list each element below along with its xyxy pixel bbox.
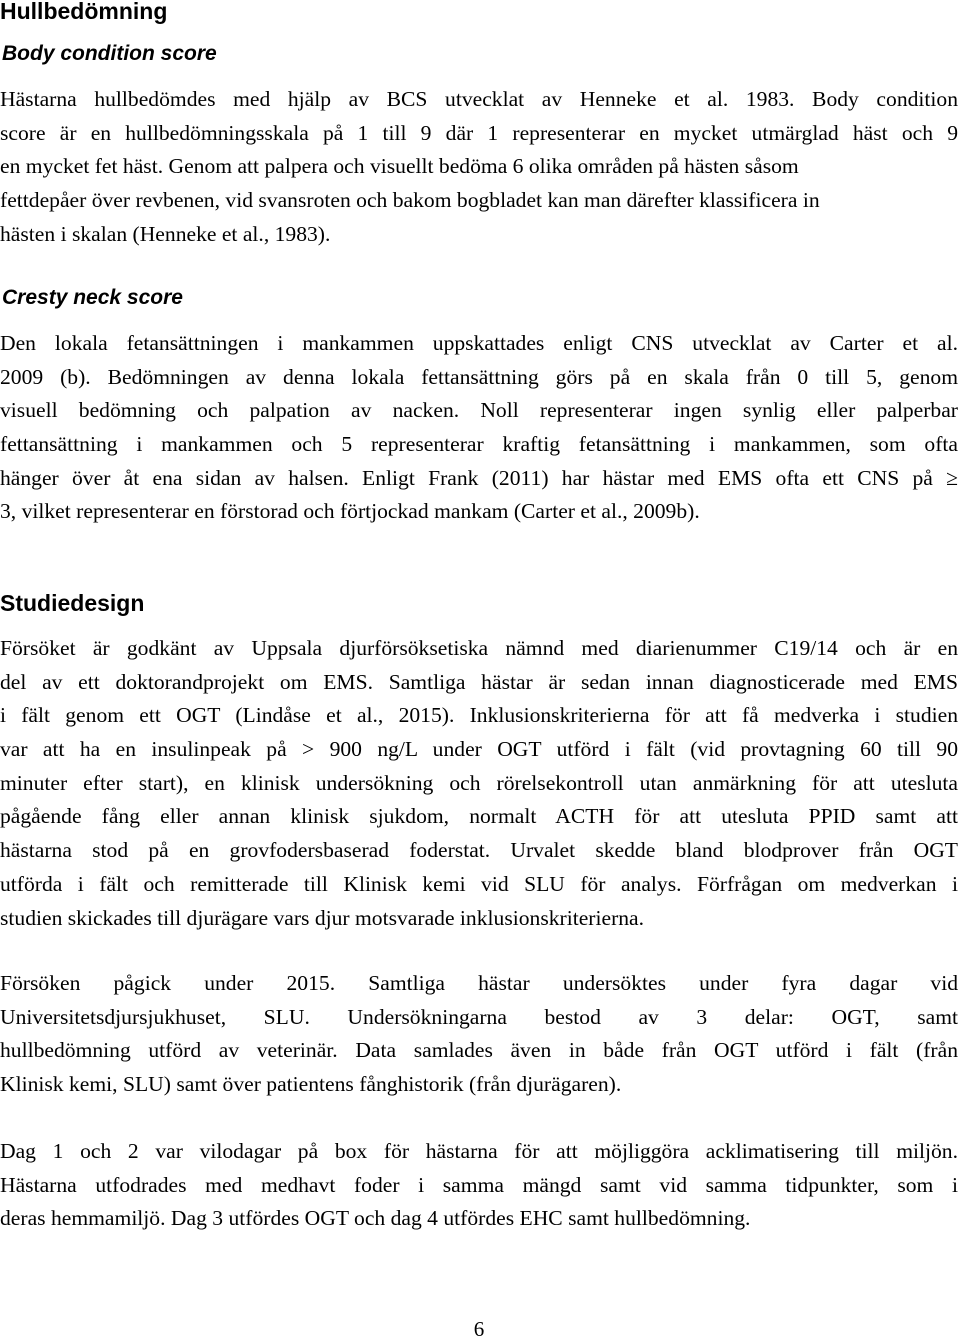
text-line: hästen i skalan (Henneke et al., 1983). [0, 221, 331, 246]
text-line: hästarna stod på en grovfodersbaserad foderstat. Urvalet skedde bland blodprover från OGT [0, 838, 958, 863]
text-line: en mycket fet häst. Genom att palpera och visuellt bedöma 6 olika områden på hästen såsom [0, 154, 799, 179]
text-line: studien skickades till djurägare vars djur motsvarade inklusionskriterierna. [0, 905, 645, 930]
text-line: minuter efter start), en klinisk undersökning och rörelsekontroll utan anmärkning för att utesluta [0, 770, 958, 795]
text-line: hullbedömning utförd av veterinär. Data samlades även in både från OGT utförd i fält (från [0, 1038, 958, 1063]
paragraph-cresty-neck [0, 327, 958, 529]
page-number: 6 [473, 1317, 485, 1341]
text-line: 2009 (b). Bedömningen av denna lokala fettansättning görs på en skala från 0 till 5, genom [0, 364, 958, 389]
paragraph-studiedesign-3 [0, 1135, 958, 1236]
text-line: pågående fång eller annan klinisk sjukdom, normalt ACTH för att utesluta PPID samt att [0, 804, 958, 829]
text-line: i fält genom ett OGT (Lindåse et al., 2015). Inklusionskriterierna för att få medverka i studien [0, 703, 958, 728]
subheading-cresty-neck-score: Cresty neck score [2, 286, 183, 309]
paragraph-body-condition [0, 83, 958, 251]
subheading-body-condition-score: Body condition score [2, 42, 217, 65]
section-heading-hullbedomning: Hullbedömning [0, 0, 168, 24]
text-line: Universitetsdjursjukhuset, SLU. Undersökningarna bestod av 3 delar: OGT, samt [0, 1004, 958, 1029]
text-line: score är en hullbedömningsskala på 1 till 9 där 1 representerar en mycket utmärglad häst och 9 [0, 120, 958, 145]
text-line: del av ett doktorandprojekt om EMS. Samtliga hästar är sedan innan diagnosticerade med EMS [0, 669, 958, 694]
text-line: deras hemmamiljö. Dag 3 utfördes OGT och dag 4 utfördes EHC samt hullbedömning. [0, 1206, 751, 1231]
text-line: fettdepåer över revbenen, vid svansroten och bakom bogbladet kan man därefter klassificera in [0, 188, 820, 213]
text-line: hänger över åt ena sidan av halsen. Enligt Frank (2011) har hästar med EMS ofta ett CNS på ≥ [0, 465, 958, 490]
text-line: Hästarna hullbedömdes med hjälp av BCS utvecklat av Henneke et al. 1983. Body condition [0, 87, 958, 111]
paragraph-studiedesign-1 [0, 632, 958, 935]
text-line: 3, vilket representerar en förstorad och förtjockad mankam (Carter et al., 2009b). [0, 499, 700, 524]
text-line: Hästarna utfodrades med medhavt foder i samma mängd samt vid samma tidpunkter, som i [0, 1172, 958, 1197]
text-line: visuell bedömning och palpation av nacken. Noll representerar ingen synlig eller palperbar [0, 398, 958, 423]
text-line: utförda i fält och remitterade till Klinisk kemi vid SLU för analys. Förfrågan om medverkan i [0, 871, 958, 896]
text-line: Den lokala fetansättningen i mankammen uppskattades enligt CNS utvecklat av Carter et al. [0, 331, 958, 355]
text-line: Försöket är godkänt av Uppsala djurförsöksetiska nämnd med diarienummer C19/14 och är en [0, 636, 958, 660]
text-line: Dag 1 och 2 var vilodagar på box för hästarna för att möjliggöra acklimatisering till miljön. [0, 1139, 958, 1163]
paragraph-studiedesign-2 [0, 967, 958, 1102]
section-heading-studiedesign: Studiedesign [0, 590, 145, 616]
text-line: Klinisk kemi, SLU) samt över patientens fånghistorik (från djurägaren). [0, 1072, 622, 1097]
text-line: fettansättning i mankammen och 5 representerar kraftig fetansättning i mankammen, som ofta [0, 432, 958, 457]
text-line: Försöken pågick under 2015. Samtliga hästar undersöktes under fyra dagar vid [0, 971, 958, 995]
text-line: var att ha en insulinpeak på > 900 ng/L under OGT utförd i fält (vid provtagning 60 till 90 [0, 737, 958, 762]
